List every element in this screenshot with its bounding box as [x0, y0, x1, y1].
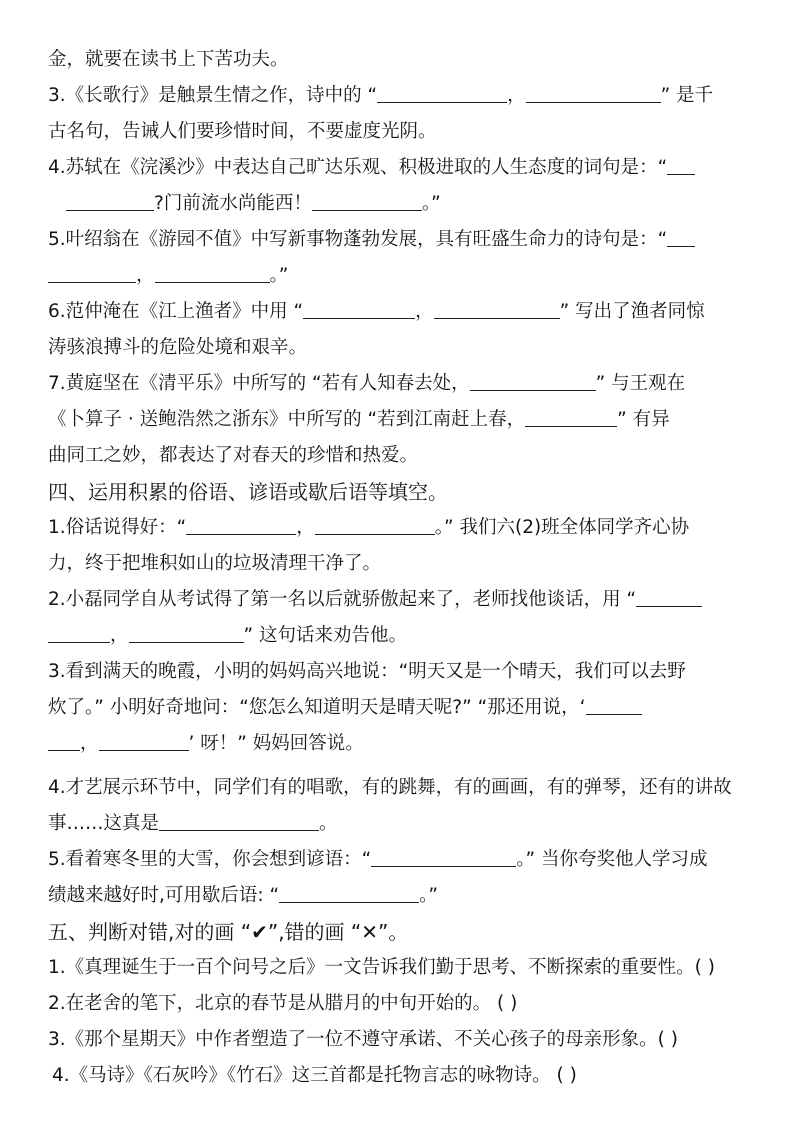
judgment-item: 4.《马诗》《石灰吟》《竹石》这三首都是托物言志的咏物诗。 ( )	[52, 1065, 577, 1086]
judgment-item: 3.《那个星期天》中作者塑造了一位不遵守承诺、不关心孩子的母亲形象。( )	[48, 1029, 678, 1050]
question-text: 。” 我们六(2)班全体同学齐心协	[434, 517, 690, 538]
answer-blank[interactable]	[159, 808, 319, 831]
question-text: ’ 呀！” 妈妈回答说。	[188, 733, 364, 754]
answer-blank[interactable]	[434, 296, 560, 319]
question-5	[48, 222, 770, 258]
question-text: 绩越来越好时,可用歇后语: “	[48, 885, 280, 906]
question-text: ，	[80, 733, 99, 754]
question-text: ，	[415, 301, 434, 322]
line-text: 金，就要在读书上下苦功夫。	[48, 49, 289, 70]
question-3-cont	[48, 114, 770, 150]
question-text: 1.俗话说得好：“	[48, 517, 187, 538]
answer-blank[interactable]	[48, 728, 80, 751]
question-text: 5.叶绍翁在《游园不值》中写新事物蓬勃发展，具有旺盛生命力的诗句是：“	[48, 229, 668, 250]
answer-blank[interactable]	[155, 260, 270, 283]
answer-blank[interactable]	[470, 368, 596, 391]
judgment-item: 2.在老舍的笔下，北京的春节是从腊月的中旬开始的。 ( )	[48, 993, 518, 1014]
question-text: 古名句，告诫人们要珍惜时间，不要虚度光阴。	[48, 121, 437, 142]
section-title: 五、判断对错,对的画 “✔”,错的画 “✕”。	[48, 920, 409, 944]
section-4-heading	[48, 474, 770, 510]
s4-question-3-cont2	[48, 726, 770, 762]
answer-blank[interactable]	[66, 188, 154, 211]
s4-question-3-cont	[48, 690, 770, 726]
question-5-cont	[48, 258, 770, 294]
answer-blank[interactable]	[586, 692, 642, 715]
s4-question-4-cont	[48, 806, 770, 842]
question-text: ，	[136, 265, 155, 286]
s4-question-5	[48, 842, 770, 878]
question-text: ，	[507, 85, 526, 106]
answer-blank[interactable]	[526, 80, 661, 103]
answer-blank[interactable]	[279, 880, 419, 903]
question-text: 。”	[269, 265, 289, 286]
question-7-cont	[48, 402, 770, 438]
question-text: 3.《长歌行》是触景生情之作，诗中的 “	[48, 85, 378, 106]
question-text: 。”	[419, 885, 438, 906]
question-text: 。”	[421, 193, 441, 214]
question-text: 4.苏轼在《浣溪沙》中表达自己旷达乐观、积极进取的人生态度的词句是：“	[48, 157, 668, 178]
question-text: 2.小磊同学自从考试得了第一名以后就骄傲起来了，老师找他谈话，用 “	[48, 589, 637, 610]
question-4-cont	[48, 186, 770, 222]
answer-blank[interactable]	[525, 404, 617, 427]
question-text: ” 有异	[617, 409, 670, 430]
answer-blank[interactable]	[315, 512, 435, 535]
answer-blank[interactable]	[129, 620, 244, 643]
question-7	[48, 366, 770, 402]
s4-question-1	[48, 510, 770, 546]
question-text: 4.才艺展示环节中，同学们有的唱歌，有的跳舞，有的画画，有的弹琴，还有的讲故	[48, 777, 732, 798]
text-line	[48, 42, 770, 78]
answer-blank[interactable]	[667, 152, 695, 175]
s5-question-4	[52, 1058, 770, 1094]
question-text: 5.看着寒冬里的大雪，你会想到谚语：“	[48, 849, 372, 870]
s5-question-3	[48, 1022, 770, 1058]
s4-question-4	[48, 770, 770, 806]
judgment-item: 1.《真理诞生于一百个问号之后》一文告诉我们勤于思考、不断探索的重要性。( )	[48, 957, 715, 978]
question-text: 3.看到满天的晚霞，小明的妈妈高兴地说：“明天又是一个晴天，我们可以去野	[48, 661, 686, 682]
s5-question-1	[48, 950, 770, 986]
s5-question-2	[48, 986, 770, 1022]
question-text: ” 这句话来劝告他。	[243, 625, 407, 646]
question-text: 7.黄庭坚在《清平乐》中所写的 “若有人知春去处，	[48, 373, 470, 394]
s4-question-2-cont	[48, 618, 770, 654]
question-text: 6.范仲淹在《江上渔者》中用 “	[48, 301, 304, 322]
answer-blank[interactable]	[377, 80, 507, 103]
s4-question-5-cont	[48, 878, 770, 914]
question-3	[48, 78, 770, 114]
question-text: ” 与王观在	[595, 373, 686, 394]
section-5-heading	[48, 914, 770, 950]
question-text: 曲同工之妙，都表达了对春天的珍惜和热爱。	[48, 445, 419, 466]
s4-question-2	[48, 582, 770, 618]
question-text: ?门前流水尚能西！	[154, 193, 312, 214]
answer-blank[interactable]	[667, 224, 695, 247]
answer-blank[interactable]	[48, 260, 136, 283]
answer-blank[interactable]	[371, 844, 516, 867]
s4-question-3	[48, 654, 770, 690]
answer-blank[interactable]	[48, 620, 110, 643]
question-text: 涛骇浪搏斗的危险处境和艰辛。	[48, 337, 308, 358]
question-text: 炊了。” 小明好奇地问：“您怎么知道明天是晴天呢?” “那还用说，‘	[48, 697, 586, 718]
answer-blank[interactable]	[312, 188, 422, 211]
question-text: 事……这真是	[48, 813, 160, 834]
question-text: ” 是千	[660, 85, 714, 106]
question-6-cont	[48, 330, 770, 366]
answer-blank[interactable]	[636, 584, 702, 607]
answer-blank[interactable]	[99, 728, 189, 751]
question-text: 。” 当你夸奖他人学习成	[516, 849, 708, 870]
section-title: 四、运用积累的俗语、谚语或歇后语等填空。	[48, 480, 448, 504]
question-7-cont2	[48, 438, 770, 474]
question-text: 。	[319, 813, 338, 834]
question-4	[48, 150, 770, 186]
question-text: 力，终于把堆积如山的垃圾清理干净了。	[48, 553, 382, 574]
question-text: ，	[110, 625, 129, 646]
question-text: 《卜算子 · 送鲍浩然之浙东》中所写的 “若到江南赶上春，	[48, 409, 526, 430]
question-text: ” 写出了渔者同惊	[559, 301, 705, 322]
answer-blank[interactable]	[186, 512, 296, 535]
answer-blank[interactable]	[303, 296, 415, 319]
question-6	[48, 294, 770, 330]
s4-question-1-cont	[48, 546, 770, 582]
question-text: ，	[296, 517, 315, 538]
